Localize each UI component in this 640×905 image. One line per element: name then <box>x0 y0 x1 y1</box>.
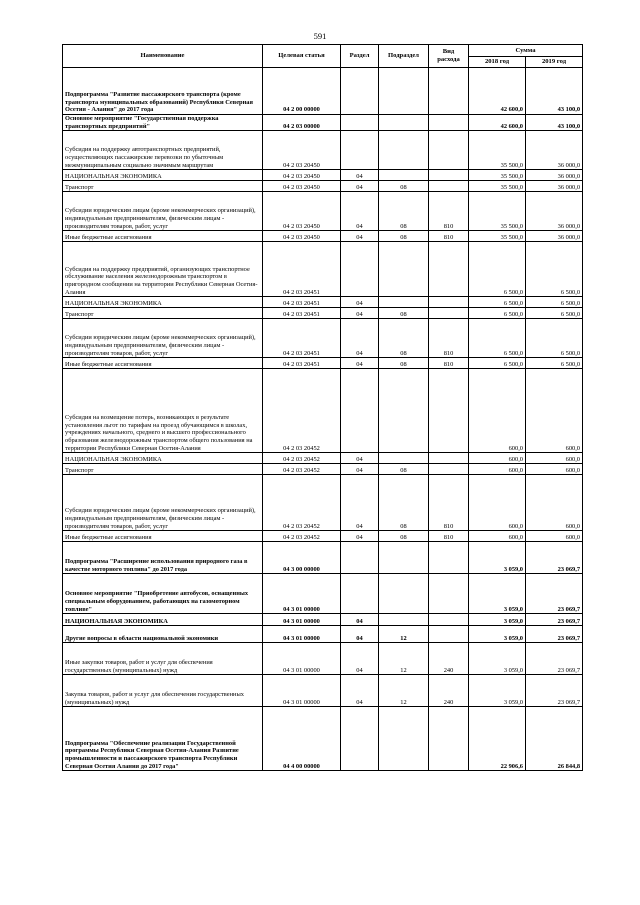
row-name: Подпрограмма "Обеспечение реализации Государственной программы Республики Северная Осетия-Алания Развитие промышленности и пассажирского транспорта Республики Северная Осетия Алания до 2017 года" <box>63 707 263 771</box>
table-row <box>63 170 583 181</box>
row-subsection: 12 <box>379 675 429 707</box>
row-sum-2019: 36 000,0 <box>526 231 583 242</box>
row-expense-type: 810 <box>429 531 469 542</box>
row-sum-2018: 3 059,0 <box>469 643 526 675</box>
header-subsection: Подраздел <box>379 45 429 68</box>
row-expense-type <box>429 369 469 453</box>
row-section <box>341 131 379 170</box>
row-expense-type <box>429 115 469 131</box>
row-section: 04 <box>341 231 379 242</box>
row-section <box>341 369 379 453</box>
row-target: 04 2 03 20451 <box>263 242 341 297</box>
header-target: Целевая статья <box>263 45 341 68</box>
row-target: 04 3 01 00000 <box>263 614 341 626</box>
row-section: 04 <box>341 358 379 369</box>
row-sum-2019: 600,0 <box>526 475 583 531</box>
row-name: НАЦИОНАЛЬНАЯ ЭКОНОМИКА <box>63 297 263 308</box>
row-name: Субсидия на возмещение потерь, возникающих в результате установления льгот по тарифам на проезд обучающимся в школах, учреждениях начального, среднего и высшего профессионального образования железнодорожным транспортом общего пользования на территории Республики Северная Осетия-Алания <box>63 369 263 453</box>
row-sum-2018: 600,0 <box>469 464 526 475</box>
row-sum-2019: 23 069,7 <box>526 643 583 675</box>
row-expense-type <box>429 626 469 643</box>
header-year-2018: 2018 год <box>469 57 526 68</box>
row-section: 04 <box>341 614 379 626</box>
row-expense-type <box>429 68 469 115</box>
row-sum-2018: 35 500,0 <box>469 231 526 242</box>
row-sum-2018: 3 059,0 <box>469 614 526 626</box>
row-sum-2018: 3 059,0 <box>469 574 526 614</box>
row-expense-type <box>429 297 469 308</box>
row-subsection <box>379 542 429 574</box>
row-subsection: 08 <box>379 181 429 192</box>
table-row <box>63 231 583 242</box>
row-target: 04 3 01 00000 <box>263 675 341 707</box>
row-target: 04 4 00 00000 <box>263 707 341 771</box>
row-expense-type <box>429 170 469 181</box>
row-subsection <box>379 115 429 131</box>
row-target: 04 2 03 20451 <box>263 308 341 319</box>
row-expense-type <box>429 308 469 319</box>
row-subsection <box>379 242 429 297</box>
row-section <box>341 115 379 131</box>
row-subsection: 08 <box>379 231 429 242</box>
row-section: 04 <box>341 192 379 231</box>
header-section: Раздел <box>341 45 379 68</box>
row-name: Иные бюджетные ассигнования <box>63 231 263 242</box>
row-sum-2018: 35 500,0 <box>469 192 526 231</box>
row-name: НАЦИОНАЛЬНАЯ ЭКОНОМИКА <box>63 170 263 181</box>
table-row <box>63 626 583 643</box>
table-row <box>63 707 583 771</box>
row-target: 04 2 03 00000 <box>263 115 341 131</box>
table-row <box>63 68 583 115</box>
row-sum-2019: 600,0 <box>526 369 583 453</box>
row-subsection: 08 <box>379 475 429 531</box>
table-row <box>63 358 583 369</box>
row-sum-2019: 36 000,0 <box>526 192 583 231</box>
table-row <box>63 453 583 464</box>
row-name: Субсидии юридическим лицам (кроме некоммерческих организаций), индивидуальным предпринимателям, физическим лицам - производителям товаров, работ, услуг <box>63 192 263 231</box>
table-row <box>63 614 583 626</box>
table-row <box>63 643 583 675</box>
row-subsection <box>379 170 429 181</box>
row-section: 04 <box>341 453 379 464</box>
row-sum-2019: 6 500,0 <box>526 319 583 358</box>
row-sum-2019: 600,0 <box>526 531 583 542</box>
row-target: 04 2 03 20450 <box>263 131 341 170</box>
row-target: 04 2 03 20452 <box>263 475 341 531</box>
row-sum-2019: 600,0 <box>526 453 583 464</box>
table-row <box>63 308 583 319</box>
row-section: 04 <box>341 308 379 319</box>
row-sum-2018: 600,0 <box>469 475 526 531</box>
row-subsection <box>379 369 429 453</box>
row-name: Транспорт <box>63 181 263 192</box>
row-subsection <box>379 574 429 614</box>
table-row <box>63 181 583 192</box>
table-row <box>63 192 583 231</box>
row-target: 04 2 03 20452 <box>263 464 341 475</box>
row-target: 04 2 03 20450 <box>263 192 341 231</box>
row-section <box>341 542 379 574</box>
row-section <box>341 242 379 297</box>
row-sum-2018: 22 906,6 <box>469 707 526 771</box>
row-sum-2019: 43 100,0 <box>526 115 583 131</box>
row-sum-2019: 23 069,7 <box>526 675 583 707</box>
row-subsection: 12 <box>379 626 429 643</box>
row-subsection <box>379 707 429 771</box>
row-section <box>341 68 379 115</box>
row-name: Иные бюджетные ассигнования <box>63 531 263 542</box>
row-sum-2019: 23 069,7 <box>526 542 583 574</box>
row-sum-2018: 35 500,0 <box>469 181 526 192</box>
row-sum-2019: 36 000,0 <box>526 170 583 181</box>
row-target: 04 2 03 20450 <box>263 170 341 181</box>
row-name: Иные закупки товаров, работ и услуг для обеспечения государственных (муниципальных) нужд <box>63 643 263 675</box>
row-sum-2019: 36 000,0 <box>526 131 583 170</box>
row-sum-2018: 3 059,0 <box>469 675 526 707</box>
row-name: Транспорт <box>63 308 263 319</box>
header-year-2019: 2019 год <box>526 57 583 68</box>
row-section: 04 <box>341 297 379 308</box>
row-section: 04 <box>341 475 379 531</box>
row-subsection <box>379 131 429 170</box>
row-name: НАЦИОНАЛЬНАЯ ЭКОНОМИКА <box>63 453 263 464</box>
row-expense-type <box>429 707 469 771</box>
table-body <box>63 68 583 771</box>
row-target: 04 2 03 20451 <box>263 358 341 369</box>
page-number: 591 <box>313 31 327 41</box>
row-subsection <box>379 68 429 115</box>
row-subsection: 08 <box>379 319 429 358</box>
header-name: Наименование <box>63 45 263 68</box>
row-sum-2018: 600,0 <box>469 531 526 542</box>
table-row <box>63 297 583 308</box>
header-sum: Сумма <box>469 45 583 57</box>
row-section: 04 <box>341 626 379 643</box>
row-section: 04 <box>341 181 379 192</box>
row-expense-type: 810 <box>429 231 469 242</box>
row-target: 04 2 03 20452 <box>263 369 341 453</box>
row-subsection: 08 <box>379 192 429 231</box>
row-expense-type <box>429 574 469 614</box>
row-section <box>341 707 379 771</box>
row-name: Основное мероприятие "Приобретение автобусов, оснащенных специальным оборудованием, работающих на газомоторном топливе" <box>63 574 263 614</box>
header-expense-type: Вид расхода <box>429 45 469 68</box>
row-sum-2018: 600,0 <box>469 453 526 464</box>
row-expense-type: 240 <box>429 675 469 707</box>
row-expense-type <box>429 453 469 464</box>
table-row <box>63 131 583 170</box>
row-subsection <box>379 453 429 464</box>
row-target: 04 2 03 20452 <box>263 453 341 464</box>
row-name: Субсидии юридическим лицам (кроме некоммерческих организаций), индивидуальным предпринимателям, физическим лицам - производителям товаров, работ, услуг <box>63 475 263 531</box>
row-name: Субсидия на поддержку автотранспортных предприятий, осуществляющих пассажирские перевозки по убыточным межмуниципальным социально значимым маршрутам <box>63 131 263 170</box>
row-name: Закупка товаров, работ и услуг для обеспечения государственных (муниципальных) нужд <box>63 675 263 707</box>
table-row <box>63 242 583 297</box>
row-expense-type: 810 <box>429 358 469 369</box>
row-expense-type <box>429 464 469 475</box>
row-subsection: 08 <box>379 464 429 475</box>
row-target: 04 3 00 00000 <box>263 542 341 574</box>
row-sum-2018: 6 500,0 <box>469 297 526 308</box>
row-sum-2019: 43 100,0 <box>526 68 583 115</box>
row-subsection <box>379 614 429 626</box>
table-row <box>63 675 583 707</box>
row-section: 04 <box>341 643 379 675</box>
row-expense-type: 810 <box>429 192 469 231</box>
row-name: Другие вопросы в области национальной экономики <box>63 626 263 643</box>
row-subsection: 08 <box>379 308 429 319</box>
row-name: Субсидия на поддержку предприятий, организующих транспортное обслуживание населения железнодорожным транспортом в пригородном сообщении на территории Республики Северная Осетия-Алания <box>63 242 263 297</box>
row-name: Подпрограмма "Развитие пассажирского транспорта (кроме транспорта муниципальных образований) Республики Северная Осетия - Алания" до 2017 года <box>63 68 263 115</box>
row-name: Иные бюджетные ассигнования <box>63 358 263 369</box>
row-subsection: 12 <box>379 643 429 675</box>
row-sum-2019: 26 844,8 <box>526 707 583 771</box>
row-sum-2019: 6 500,0 <box>526 308 583 319</box>
row-expense-type: 810 <box>429 475 469 531</box>
row-target: 04 2 03 20451 <box>263 319 341 358</box>
row-target: 04 3 01 00000 <box>263 574 341 614</box>
row-expense-type <box>429 131 469 170</box>
row-section: 04 <box>341 319 379 358</box>
row-target: 04 3 01 00000 <box>263 626 341 643</box>
row-sum-2019: 6 500,0 <box>526 358 583 369</box>
budget-table <box>62 44 583 771</box>
row-section: 04 <box>341 675 379 707</box>
row-subsection: 08 <box>379 531 429 542</box>
row-sum-2019: 6 500,0 <box>526 242 583 297</box>
table-row <box>63 464 583 475</box>
row-sum-2018: 6 500,0 <box>469 358 526 369</box>
row-expense-type <box>429 542 469 574</box>
row-target: 04 2 03 20451 <box>263 297 341 308</box>
table-row <box>63 115 583 131</box>
row-target: 04 2 00 00000 <box>263 68 341 115</box>
row-section: 04 <box>341 170 379 181</box>
row-sum-2018: 42 600,0 <box>469 68 526 115</box>
row-name: Основное мероприятие "Государственная поддержка транспортных предприятий" <box>63 115 263 131</box>
row-sum-2018: 3 059,0 <box>469 542 526 574</box>
row-sum-2019: 600,0 <box>526 464 583 475</box>
row-sum-2018: 6 500,0 <box>469 308 526 319</box>
row-sum-2018: 42 600,0 <box>469 115 526 131</box>
row-sum-2018: 3 059,0 <box>469 626 526 643</box>
table-row <box>63 475 583 531</box>
row-sum-2019: 6 500,0 <box>526 297 583 308</box>
row-target: 04 2 03 20450 <box>263 181 341 192</box>
row-name: НАЦИОНАЛЬНАЯ ЭКОНОМИКА <box>63 614 263 626</box>
row-expense-type: 240 <box>429 643 469 675</box>
row-sum-2019: 23 069,7 <box>526 614 583 626</box>
row-section <box>341 574 379 614</box>
row-name: Субсидии юридическим лицам (кроме некоммерческих организаций), индивидуальным предпринимателям, физическим лицам - производителям товаров, работ, услуг <box>63 319 263 358</box>
row-sum-2019: 23 069,7 <box>526 626 583 643</box>
row-target: 04 2 03 20452 <box>263 531 341 542</box>
row-sum-2018: 6 500,0 <box>469 319 526 358</box>
row-expense-type: 810 <box>429 319 469 358</box>
row-sum-2018: 600,0 <box>469 369 526 453</box>
table-row <box>63 574 583 614</box>
row-expense-type <box>429 614 469 626</box>
table-row <box>63 542 583 574</box>
row-sum-2018: 35 500,0 <box>469 131 526 170</box>
row-sum-2019: 36 000,0 <box>526 181 583 192</box>
row-expense-type <box>429 181 469 192</box>
row-subsection: 08 <box>379 358 429 369</box>
table-row <box>63 531 583 542</box>
row-sum-2018: 6 500,0 <box>469 242 526 297</box>
row-target: 04 2 03 20450 <box>263 231 341 242</box>
row-sum-2018: 35 500,0 <box>469 170 526 181</box>
table-row <box>63 319 583 358</box>
row-sum-2019: 23 069,7 <box>526 574 583 614</box>
row-section: 04 <box>341 464 379 475</box>
table-row <box>63 369 583 453</box>
row-name: Транспорт <box>63 464 263 475</box>
row-target: 04 3 01 00000 <box>263 643 341 675</box>
row-subsection <box>379 297 429 308</box>
row-name: Подпрограмма "Расширение использования природного газа в качестве моторного топлива" до 2017 года <box>63 542 263 574</box>
row-expense-type <box>429 242 469 297</box>
row-section: 04 <box>341 531 379 542</box>
